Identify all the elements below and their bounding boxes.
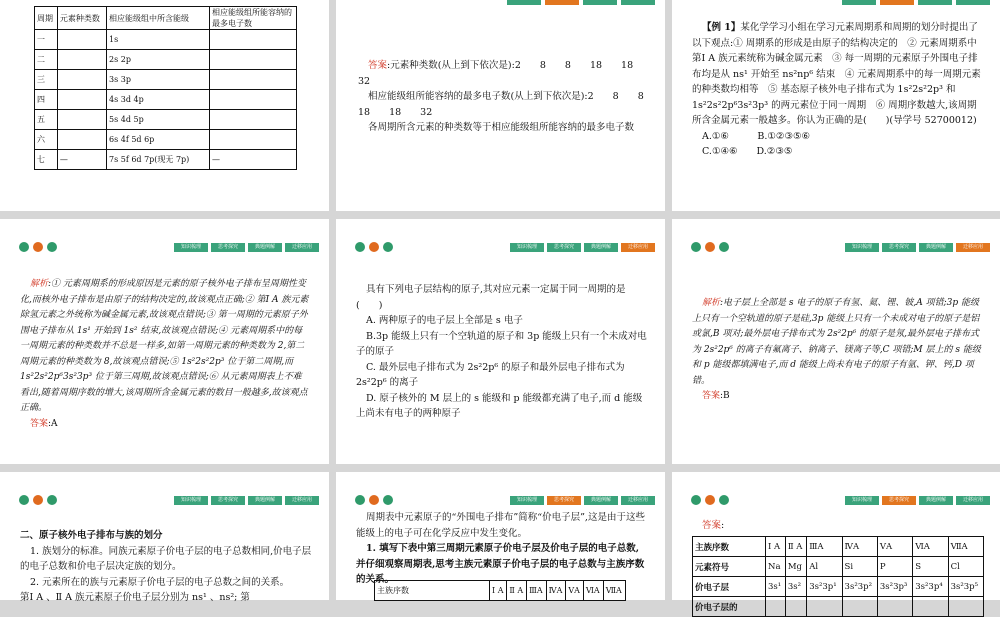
table-cell xyxy=(57,130,106,150)
table-cell: Si xyxy=(842,557,877,577)
slide-analysis-1 xyxy=(0,219,329,464)
table-cell xyxy=(210,50,297,70)
table-cell: 七 xyxy=(35,150,58,170)
table-cell: 元素符号 xyxy=(693,557,766,577)
table-cell: Mg xyxy=(785,557,806,577)
table-cell: Ⅰ A xyxy=(766,537,786,557)
table-cell xyxy=(210,70,297,90)
tab-transfer[interactable]: 迁移应用 xyxy=(285,496,319,505)
table-cell: 四 xyxy=(35,90,58,110)
analysis-block xyxy=(692,296,982,405)
answer-line-1: :元素种类数(从上到下依次是):2 8 8 18 18 32 xyxy=(358,60,653,87)
analysis-label: 解析 xyxy=(30,279,49,289)
section-para-1: 1. 族划分的标准。同族元素原子价电子层的电子总数相同,价电子层的电子总数和价电子层决定族的划分。 xyxy=(20,545,312,572)
option-d: D. 原子核外的 M 层上的 s 能级和 p 能级都充满了电子,而 d 能级上尚未有电子的两种原子 xyxy=(356,392,643,419)
decor-dots xyxy=(691,242,729,252)
top-bar xyxy=(842,0,990,5)
table-row xyxy=(693,577,984,597)
tab-knowledge[interactable]: 知识梳理 xyxy=(845,496,879,505)
tab-thinking[interactable]: 思考探究 xyxy=(211,496,245,505)
slide-analysis-2 xyxy=(672,219,1000,464)
table-cell: 3s² xyxy=(785,577,806,597)
table-row xyxy=(693,557,984,577)
table-header-cell: Ⅱ A xyxy=(507,581,527,601)
nav-tabs xyxy=(845,243,990,252)
table-row xyxy=(693,597,984,617)
tab-transfer[interactable]: 迁移应用 xyxy=(285,243,319,252)
answer-label: 答案 xyxy=(30,418,49,429)
analysis-block xyxy=(20,277,310,432)
tab-examples[interactable]: 典题例解 xyxy=(584,243,618,252)
slide-question-2 xyxy=(336,219,665,464)
decor-dots xyxy=(691,495,729,505)
answer-value: :B xyxy=(720,391,730,401)
tab-transfer[interactable]: 迁移应用 xyxy=(956,496,990,505)
table-cell: ⅣA xyxy=(842,537,877,557)
table-cell: S xyxy=(913,557,948,577)
table-cell xyxy=(57,50,106,70)
table-header-cell: ⅤA xyxy=(566,581,583,601)
option-c: C. 最外层电子排布式为 2s²2p⁶ 的原子和最外层电子排布式为 2s²2p⁶ 的离子 xyxy=(356,361,625,388)
table-row xyxy=(35,150,297,170)
nav-tabs xyxy=(174,243,319,252)
table-cell: 二 xyxy=(35,50,58,70)
tab-examples[interactable]: 典题例解 xyxy=(248,243,282,252)
tab-examples[interactable]: 典题例解 xyxy=(919,243,953,252)
table-cell xyxy=(57,70,106,90)
answer-block xyxy=(358,58,663,136)
table-cell xyxy=(57,110,106,130)
table-header-cell: 主族序数 xyxy=(375,581,490,601)
answer-line-3: 各周期所含元素的种类数等于相应能级组所能容纳的最多电子数 xyxy=(368,122,635,133)
table-cell: 主族序数 xyxy=(693,537,766,557)
tab-transfer[interactable]: 迁移应用 xyxy=(956,243,990,252)
table-cell xyxy=(842,597,877,617)
table-row xyxy=(35,110,297,130)
table-row xyxy=(35,90,297,110)
tab-knowledge[interactable]: 知识梳理 xyxy=(845,243,879,252)
table-cell xyxy=(766,597,786,617)
table-cell xyxy=(785,597,806,617)
decor-dots xyxy=(19,242,57,252)
tab-examples[interactable]: 典题例解 xyxy=(584,496,618,505)
tab-thinking[interactable]: 思考探究 xyxy=(547,243,581,252)
tab-transfer[interactable]: 迁移应用 xyxy=(621,496,655,505)
table-cell xyxy=(57,90,106,110)
tab-knowledge[interactable]: 知识梳理 xyxy=(174,243,208,252)
tab-thinking[interactable]: 思考探究 xyxy=(211,243,245,252)
top-bar xyxy=(507,0,655,5)
table-cell xyxy=(807,597,842,617)
table-cell: 一 xyxy=(35,30,58,50)
answer-line-2: 相应能级组所能容纳的最多电子数(从上到下依次是):2 8 8 18 18 32 xyxy=(358,91,663,118)
table-cell: 3s 3p xyxy=(107,70,210,90)
tab-knowledge[interactable]: 知识梳理 xyxy=(510,496,544,505)
table-header-cell: ⅣA xyxy=(546,581,566,601)
section-block xyxy=(20,528,312,606)
table-cell: 3s²3p⁴ xyxy=(913,577,948,597)
table-row xyxy=(693,537,984,557)
table-cell: 六 xyxy=(35,130,58,150)
answer-heading xyxy=(702,518,724,534)
table-header-cell: 相应能级组中所含能级 xyxy=(107,7,210,30)
nav-tabs xyxy=(845,496,990,505)
example-options-2: C.①④⑥ D.②③⑤ xyxy=(702,146,793,157)
valence-block xyxy=(356,510,648,588)
table-header-cell: 元素种类数 xyxy=(57,7,106,30)
slide-answer-table xyxy=(672,472,1000,613)
slide-example-1 xyxy=(672,0,1000,211)
slide-answer-1 xyxy=(336,0,665,211)
period-table xyxy=(34,6,297,170)
tab-examples[interactable]: 典题例解 xyxy=(919,496,953,505)
table-cell: — xyxy=(57,150,106,170)
tab-thinking[interactable]: 思考探究 xyxy=(882,496,916,505)
table-header-row xyxy=(35,7,297,30)
table-cell: 五 xyxy=(35,110,58,130)
tab-examples[interactable]: 典题例解 xyxy=(248,496,282,505)
table-cell: Na xyxy=(766,557,786,577)
table-header-cell: Ⅰ A xyxy=(490,581,507,601)
decor-dots xyxy=(355,242,393,252)
table-cell xyxy=(948,597,983,617)
table-header-cell: 周期 xyxy=(35,7,58,30)
decor-dots xyxy=(19,495,57,505)
table-cell: 2s 2p xyxy=(107,50,210,70)
table-cell: 价电子层的 xyxy=(693,597,766,617)
option-a: A. 两种原子的电子层上全部是 s 电子 xyxy=(366,315,523,326)
table-cell: 5s 4d 5p xyxy=(107,110,210,130)
table-cell: 3s²3p³ xyxy=(877,577,912,597)
table-cell: P xyxy=(877,557,912,577)
table-row xyxy=(35,70,297,90)
tab-thinking[interactable]: 思考探究 xyxy=(882,243,916,252)
option-b: B.3p 能级上只有一个空轨道的原子和 3p 能级上只有一个未成对电子的原子 xyxy=(356,330,647,357)
table-cell: ⅥA xyxy=(913,537,948,557)
answer-colon: : xyxy=(721,520,725,531)
slide-valence-intro xyxy=(336,472,665,600)
table-header-cell: ⅥA xyxy=(583,581,603,601)
slide-section-2 xyxy=(0,472,329,603)
table-cell: 1s xyxy=(107,30,210,50)
valence-para-1: 周期表中元素原子的“外围电子排布”简称“价电子层”,这是由于这些能级上的电子可在化学反应中发生变化。 xyxy=(356,512,645,539)
table-header-cell: ⅢA xyxy=(527,581,546,601)
table-cell xyxy=(210,90,297,110)
table-cell: Al xyxy=(807,557,842,577)
table-cell: 3s²3p² xyxy=(842,577,877,597)
table-cell xyxy=(210,30,297,50)
table-cell: 3s²3p⁵ xyxy=(948,577,983,597)
example-label: 【例 1】 xyxy=(702,22,741,33)
table-cell xyxy=(877,597,912,617)
table-cell xyxy=(210,110,297,130)
group-header-table xyxy=(374,580,626,601)
answer-label: 答案 xyxy=(368,60,388,71)
example-options-1: A.①⑥ B.①②③⑤⑥ xyxy=(702,130,810,142)
table-cell xyxy=(913,597,948,617)
table-cell: 7s 5f 6d 7p(现无 7p) xyxy=(107,150,210,170)
analysis-text: :电子层上全部是 s 电子的原子有氢、氦、锂、铍,A 项错;3p 能级上只有一个空轨道的原子是硅,3p 能级上只有一个未成对电子的原子是铝或氯,B 项对;最外层电子排布式为 2s²2p⁶ 的原子是氖,最外层电子排布式为 2s²2p⁶ 的离子有氟离子、钠离子、镁离子等,C 项错;M 层上的 s 能级和 p 能级都填满电子,而 d 能级上尚未有电子的原子有氩、钾、钙,D 项错。 xyxy=(692,298,981,386)
nav-tabs xyxy=(174,496,319,505)
example-block xyxy=(692,20,982,160)
table-cell xyxy=(210,130,297,150)
table-cell: 6s 4f 5d 6p xyxy=(107,130,210,150)
valence-answer-table xyxy=(692,536,984,617)
table-row xyxy=(35,50,297,70)
tab-knowledge[interactable]: 知识梳理 xyxy=(174,496,208,505)
table-cell: 价电子层 xyxy=(693,577,766,597)
question-stem: 具有下列电子层结构的原子,其对应元素一定属于同一周期的是( ) xyxy=(356,284,626,311)
table-cell: Cl xyxy=(948,557,983,577)
table-cell: — xyxy=(210,150,297,170)
table-row xyxy=(35,130,297,150)
table-cell: ⅤA xyxy=(877,537,912,557)
table-cell xyxy=(57,30,106,50)
example-text: 某化学学习小组在学习元素周期系和周期的划分时提出了以下观点:① 周期系的形成是由原子的结构决定的 ② 元素周期系中第Ⅰ A 族元素统称为碱金属元素 ③ 每一周期的元素原子外围电子排布均是从 ns¹ 开始至 ns²np⁶ 结束 ④ 元素周期系中的每一周期元素的种类数均相等 ⑤ 基态原子核外电子排布式为 1s²2s²2p³ 和 1s²2s²2p⁶3s²3p³ 的两元素位于同一周期 ⑥ 周期序数越大,该周期所含金属元素一般越多。你认为正确的是( )(导学号 52700012) xyxy=(692,22,981,126)
section-para-3: 第Ⅰ A 、Ⅱ A 族元素原子价电子层分别为 ns¹ 、ns²; 第 xyxy=(20,592,250,603)
answer-label: 答案 xyxy=(702,391,721,401)
table-cell: 4s 3d 4p xyxy=(107,90,210,110)
table-row xyxy=(35,30,297,50)
analysis-label: 解析 xyxy=(702,298,721,308)
valence-para-2: 1. 填写下表中第三周期元素原子价电子层及价电子层的电子总数,并仔细观察周期表,思考主族元素原子价电子层的电子总数与主族序数的关系。 xyxy=(356,543,645,585)
slide-period-table xyxy=(0,0,329,211)
analysis-text: :① 元素周期系的形成原因是元素的原子核外电子排布呈周期性变化,而核外电子排布是由原子的结构决定的,故该观点正确;② 第Ⅰ A 族元素除氢元素之外统称为碱金属元素,故该观点错误;③ 第一周期的元素原子外围电子排布从 1s¹ 开始到 1s² 结束,故该观点错误;④ 元素周期系中的每一周期元素的种类数并不总是一样多,如第一周期元素的种类数为 2,第二周期元素的种类数为 8,故该观点错误;⑤ 1s²2s²2p³ 位于第二周期,而 1s²2s²2p⁶3s²3p³ 位于第三周期,故该观点错误;⑥ 从元素周期表上不难看出,随着周期序数的增大,该周期所含金属元素的数目一般越多,故该观点正确。 xyxy=(20,279,309,413)
section-para-2: 2. 元素所在的族与元素原子价电子层的电子总数之间的关系。 xyxy=(30,576,290,588)
tab-knowledge[interactable]: 知识梳理 xyxy=(510,243,544,252)
tab-thinking[interactable]: 思考探究 xyxy=(547,496,581,505)
nav-tabs xyxy=(510,243,655,252)
table-cell: ⅢA xyxy=(807,537,842,557)
nav-tabs xyxy=(510,496,655,505)
table-cell: 三 xyxy=(35,70,58,90)
answer-label: 答案 xyxy=(702,520,722,531)
table-header-cell: 相应能级组所能容纳的最多电子数 xyxy=(210,7,297,30)
answer-value: :A xyxy=(48,418,58,429)
table-cell: Ⅱ A xyxy=(785,537,806,557)
table-cell: 3s¹ xyxy=(766,577,786,597)
question-block xyxy=(356,282,648,422)
table-cell: 3s²3p¹ xyxy=(807,577,842,597)
table-cell: ⅦA xyxy=(948,537,983,557)
section-heading: 二、原子核外电子排布与族的划分 xyxy=(20,530,163,541)
tab-transfer[interactable]: 迁移应用 xyxy=(621,243,655,252)
table-header-cell: ⅦA xyxy=(603,581,625,601)
decor-dots xyxy=(355,495,393,505)
